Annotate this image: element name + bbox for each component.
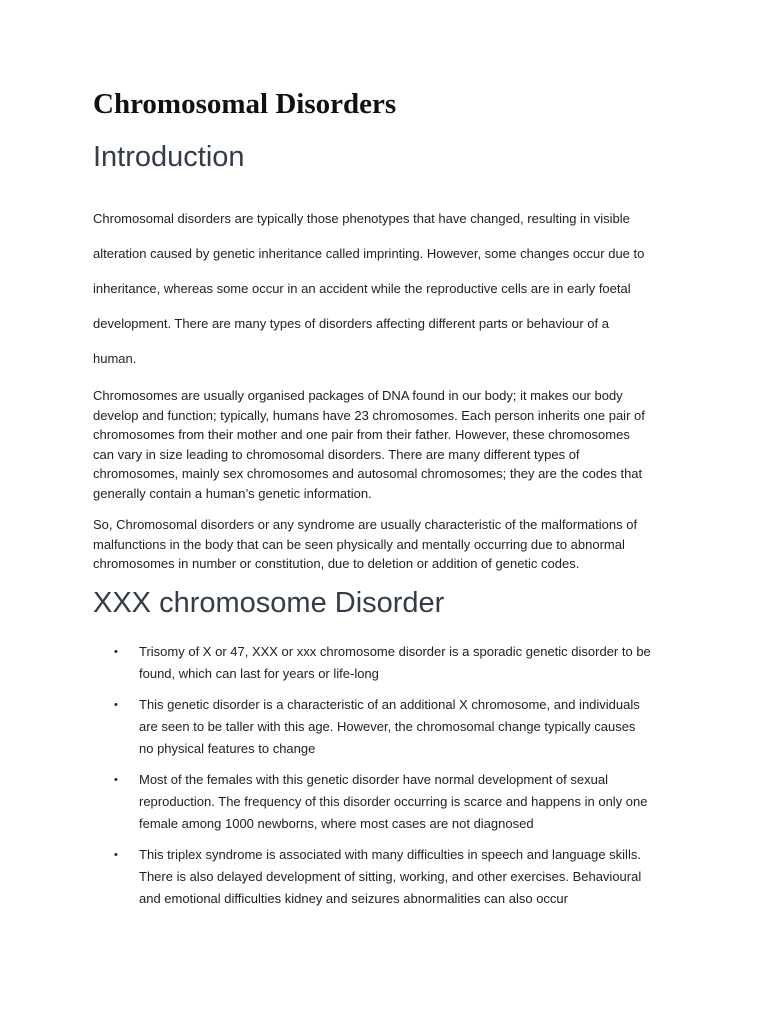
bullet-icon: • [114, 646, 118, 658]
list-item-line: no physical features to change [139, 741, 316, 756]
paragraph-line: development. There are many types of disorders affecting different parts or behaviour of a [93, 316, 609, 331]
paragraph-line: inheritance, whereas some occur in an accident while the reproductive cells are in early foetal [93, 281, 631, 296]
paragraph-line: chromosomes, mainly sex chromosomes and autosomal chromosomes; they are the codes that [93, 466, 643, 481]
paragraph-line: chromosomes from their mother and one pair from their father. However, these chromosomes [93, 427, 630, 442]
list-item [93, 844, 693, 910]
list-item-line: found, which can last for years or life-long [139, 666, 379, 681]
list-item-line: This triplex syndrome is associated with many difficulties in speech and language skills. [139, 847, 641, 862]
paragraph-line: develop and function; typically, humans have 23 chromosomes. Each person inherits one pair of [93, 407, 645, 423]
document-title: Chromosomal Disorders [93, 88, 397, 120]
list-item-line: reproduction. The frequency of this disorder occurring is scarce and happens in only one [139, 794, 648, 809]
intro-paragraph-1 [93, 201, 683, 376]
bullet-icon: • [114, 849, 118, 861]
list-item-line: female among 1000 newborns, where most cases are not diagnosed [139, 816, 534, 831]
paragraph-line: chromosomes in number or constitution, due to deletion or addition of genetic codes. [93, 556, 580, 571]
list-item [93, 769, 693, 835]
list-item-line: Trisomy of X or 47, XXX or xxx chromosome disorder is a sporadic genetic disorder to be [139, 644, 651, 659]
list-item [93, 641, 693, 685]
paragraph-line: Chromosomes are usually organised packages of DNA found in our body; it makes our body [93, 388, 623, 403]
paragraph-line: malfunctions in the body that can be seen physically and mentally occurring due to abnormal [93, 536, 625, 552]
intro-paragraph-3 [93, 515, 683, 574]
list-item [93, 694, 693, 760]
section-heading-introduction: Introduction [93, 141, 245, 173]
section-heading-xxx-disorder: XXX chromosome Disorder [93, 587, 445, 619]
paragraph-line: generally contain a human’s genetic information. [93, 485, 372, 501]
list-item-line: This genetic disorder is a characteristic of an additional X chromosome, and individuals [139, 697, 640, 712]
paragraph-line: Chromosomal disorders are typically those phenotypes that have changed, resulting in visible [93, 211, 630, 226]
list-item-line: and emotional difficulties kidney and seizures abnormalities can also occur [139, 891, 568, 906]
list-item-line: There is also delayed development of sitting, working, and other exercises. Behavioural [139, 869, 642, 884]
bullet-icon: • [114, 774, 118, 786]
paragraph-line: alteration caused by genetic inheritance called imprinting. However, some changes occur due to [93, 246, 645, 261]
paragraph-line: human. [93, 351, 137, 366]
paragraph-line: So, Chromosomal disorders or any syndrome are usually characteristic of the malformations of [93, 517, 638, 532]
list-item-line: are seen to be taller with this age. However, the chromosomal change typically causes [139, 719, 636, 734]
xxx-disorder-bullet-list [93, 641, 693, 919]
bullet-icon: • [114, 699, 118, 711]
list-item-line: Most of the females with this genetic disorder have normal development of sexual [139, 772, 608, 787]
intro-paragraph-2 [93, 386, 683, 503]
paragraph-line: can vary in size leading to chromosomal disorders. There are many different types of [93, 446, 580, 462]
